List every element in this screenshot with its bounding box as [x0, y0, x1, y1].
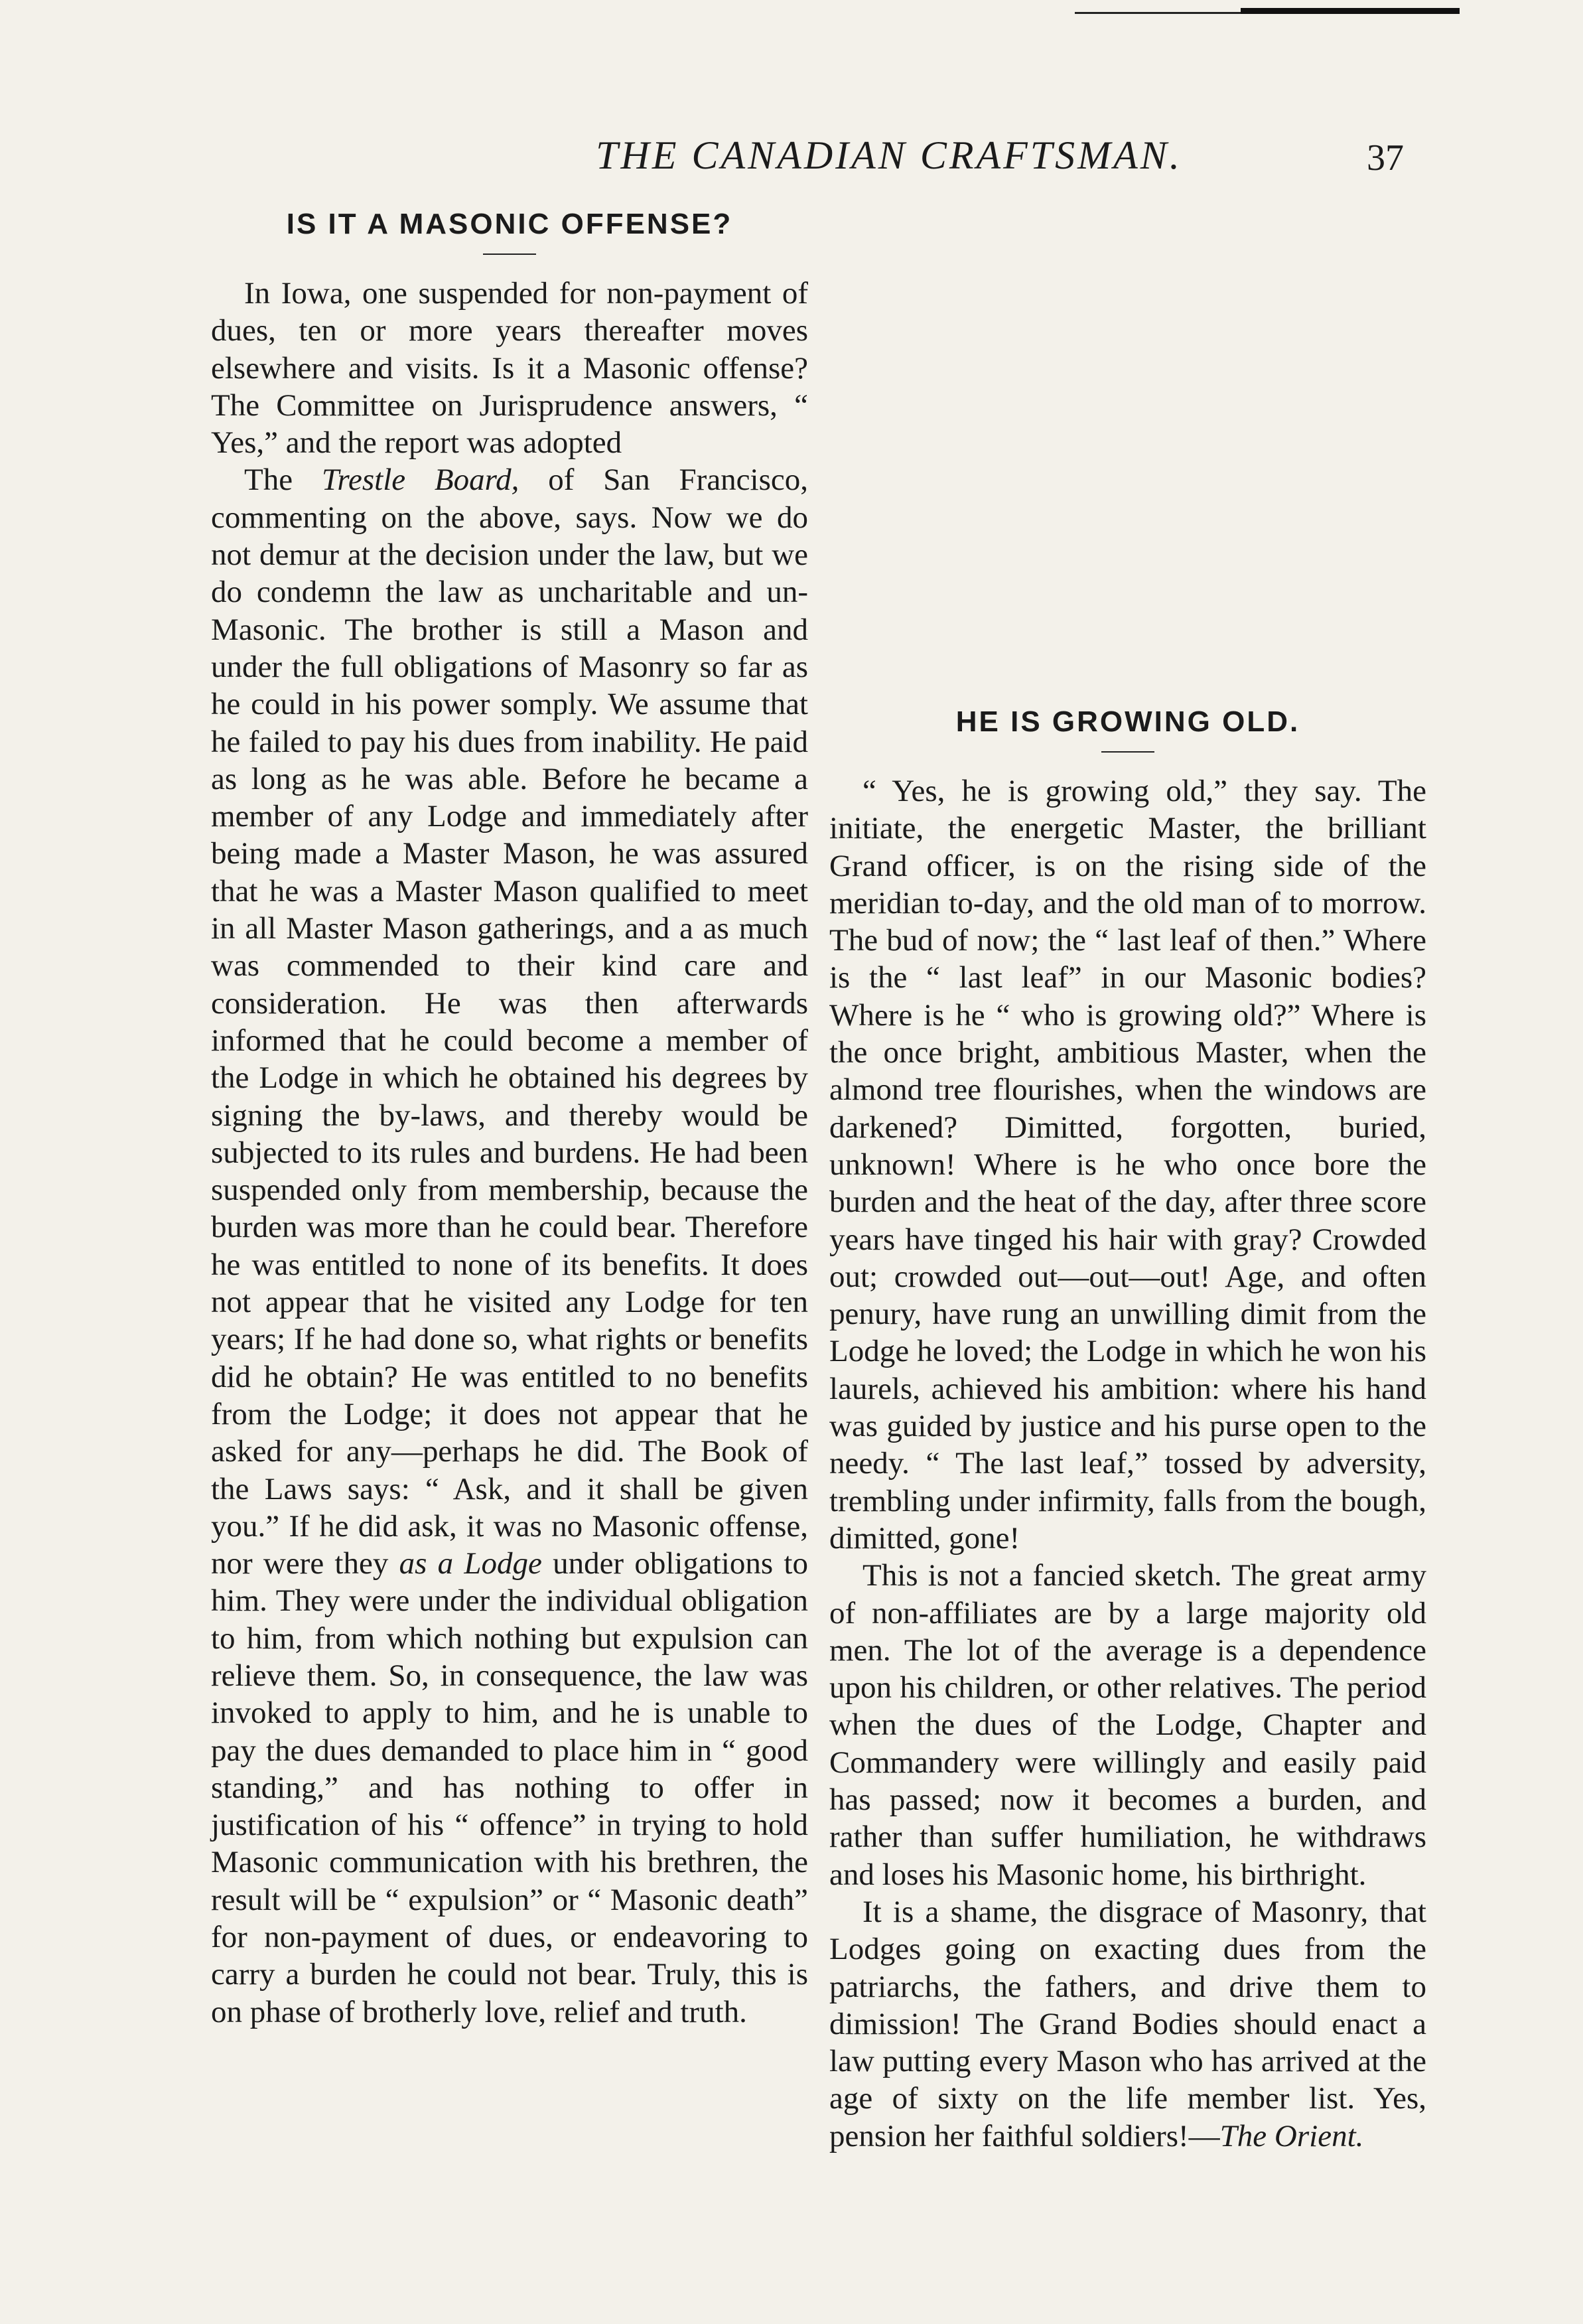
running-head: THE CANADIAN CRAFTSMAN. — [596, 133, 1182, 177]
left-column — [211, 206, 808, 2031]
text-run: The — [244, 463, 322, 498]
article2-paragraph-2: This is not a fancied sketch. The great army of non-affiliates are by a large majority old men. The lot of the average is a dependence upon his children, or other relatives. The period when the dues of the Lodge, Chapter and Commandery were willingly and easily paid has passed; now it becomes a burden, and rather than suffer humiliation, he withdraws and loses his Masonic home, his birthright. — [829, 1558, 1426, 1892]
top-rule-thin — [1075, 12, 1241, 14]
emphasis: as a Lodge — [399, 1546, 542, 1581]
title-divider — [1101, 751, 1154, 753]
text-run: under obligations to him. They were under the individual obligation to him, from which nothing but expulsion can relieve them. So, in consequence, the law was invoked to apply to him, and he is unable to pay the dues demanded to place him in “ good standing,” and has nothing to offer in justification of his “ offence” in trying to hold Masonic communication with his brethren, the result will be “ expulsion” or “ Masonic death” for non-payment of dues, or endeavoring to carry a burden he could not bear. Truly, this is on phase of brotherly love, relief and truth. — [211, 1546, 808, 2029]
right-column — [829, 703, 1426, 2155]
page-number: 37 — [1367, 137, 1404, 179]
text-run: It is a shame, the disgrace of Masonry, that Lodges going on exacting dues from the patriarchs, the fathers, and drive them to dimission! The Grand Bodies should enact a law putting every Mason who has arrived at the age of sixty on the life member list. Yes, pension her faithful soldiers!— — [829, 1894, 1426, 2153]
article-title-masonic-offense: IS IT A MASONIC OFFENSE? — [286, 208, 733, 240]
article-title-growing-old: HE IS GROWING OLD. — [955, 705, 1300, 738]
article1-paragraph-1: In Iowa, one suspended for non-payment of dues, ten or more years thereafter moves elsewhere and visits. Is it a Masonic offense? The Committee on Jurisprudence answers, “ Yes,” and the report was adopted — [211, 276, 808, 461]
title-divider — [483, 254, 536, 255]
article2-paragraph-1: “ Yes, he is growing old,” they say. The initiate, the energetic Master, the brilliant Grand officer, is on the rising side of the meridian to-day, and the old man of to morrow. The bud of now; the “ last leaf of then.” Where is the “ last leaf” in our Masonic bodies? Where is he “ who is growing old?” Where is the once bright, ambitious Master, when the almond tree flourishes, when the windows are darkened? Dimitted, forgotten, buried, unknown! Where is he who once bore the burden and the heat of the day, after three score years have tinged his hair with gray? Crowded out; crowded out—out—out! Age, and often penury, have rung an unwilling dimit from the Lodge he loved; the Lodge in which he won his laurels, achieved his ambition: where his hand was guided by justice and his purse open to the needy. “ The last leaf,” tossed by adversity, trembling under infirmity, falls from the bough, dimitted, gone! — [829, 774, 1426, 1556]
publication-name: Trestle Board, — [321, 463, 519, 498]
text-run: of San Francisco, commenting on the above, says. Now we do not demur at the decision under the law, but we do condemn the law as uncharitable and un-Masonic. The brother is still a Mason and under the full obligations of Masonry so far as he could in his power somply. We assume that he failed to pay his dues from inability. He paid as long as he was able. Before he became a member of any Lodge and immediately after being made a Master Mason, he was assured that he was a Master Mason qualified to meet in all Master Mason gatherings, and a as much was commended to their kind care and consideration. He was then afterwards informed that he could become a member of the Lodge in which he obtained his degrees by signing the by-laws, and thereby would be subjected to its rules and burdens. He had been suspended only from membership, because the burden was more than he could bear. Therefore he was entitled to none of its benefits. It does not appear that he visited any Lodge for ten years; If he had done so, what rights or benefits did he obtain? He was entitled to no benefits from the Lodge; it does not appear that he asked for any—perhaps he did. The Book of the Laws says: “ Ask, and it shall be given you.” If he did ask, it was no Masonic offense, nor were they — [211, 463, 808, 1581]
article1-paragraph-2 — [211, 461, 808, 2030]
source-attribution: The Orient. — [1219, 2118, 1364, 2153]
top-rule-thick — [1241, 8, 1460, 14]
article2-paragraph-3 — [829, 1893, 1426, 2155]
